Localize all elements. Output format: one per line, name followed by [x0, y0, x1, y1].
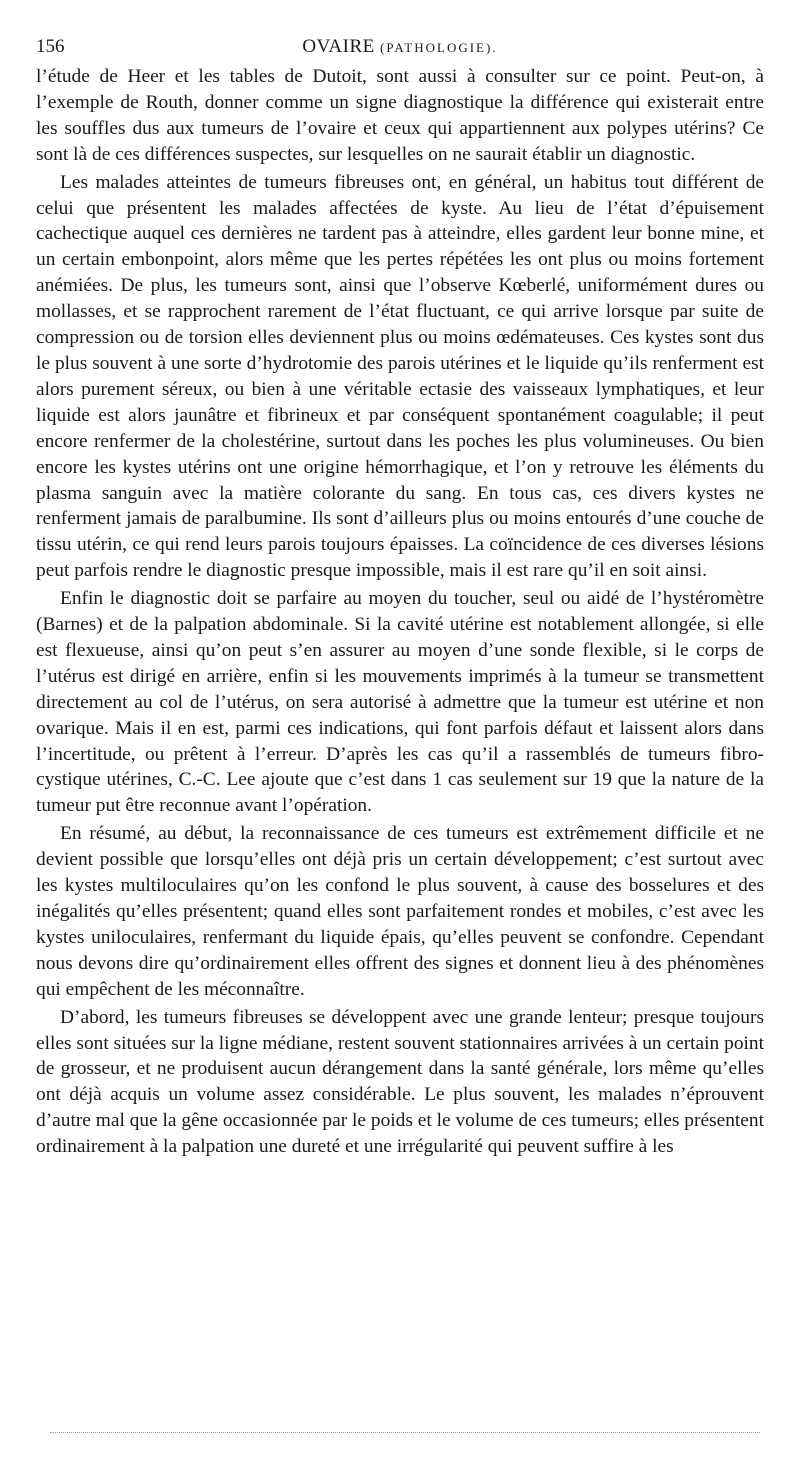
body-text: [36, 64, 764, 1160]
book-page: [36, 30, 764, 1160]
paragraph-resume: En résumé, au début, la reconnaissance de ces tumeurs est extrêmement difficile et ne devient possible que lorsqu’elles ont déjà pris un certain développement; c’est surtout avec les kystes multiloculaires qu’on les confond le plus souvent, à cause des bosselures et des inégalités qu’elles présentent; quand elles sont parfaitement rondes et mobiles, c’est avec les kystes uniloculaires, renfermant du liquide épais, qu’elles peuvent se confondre. Cependant nous devons dire qu’ordinairement elles offrent des signes et donnent lieu à des phénomènes qui empêchent de les méconnaître.: [36, 823, 764, 1000]
bottom-dotted-rule: [50, 1432, 760, 1433]
paragraph-toucher: Enfin le diagnostic doit se parfaire au moyen du toucher, seul ou aidé de l’hystéromètre (Barnes) et de la palpation abdominale. Si la cavité utérine est notablement allongée, si elle est flexueuse, ainsi qu’on peut s’en assurer au moyen d’une sonde flexible, si le corps de l’utérus est dirigé en arrière, enfin si les mouvements imprimés à la tumeur se transmettent directement au col de l’utérus, on sera autorisé à admettre que la tumeur est utérine et non ovarique. Mais il en est, parmi ces indications, qui font parfois défaut et laissent alors dans l’incertitude, ou prêtent à l’erreur. D’après les cas qu’il a rassemblés de tumeurs fibro-cystique utérines, C.-C. Lee ajoute que c’est dans 1 cas seulement sur 19 que la nature de la tumeur put être reconnue avant l’opération.: [36, 588, 764, 817]
paragraph-continued: l’étude de Heer et les tables de Dutoit, sont aussi à consulter sur ce point. Peut-on, à l’exemple de Routh, donner comme un signe diagnostique la différence qui existerait entre les souffles dus aux tumeurs de l’ovaire et ceux qui appartiennent aux polypes utérins? Ce sont là de ces différences suspectes, sur lesquelles on ne saurait établir un diagnostic.: [36, 66, 764, 165]
running-header: [36, 30, 764, 64]
paragraph-habitus: Les malades atteintes de tumeurs fibreuses ont, en général, un habitus tout différent de celui que présentent les malades affectées de kyste. Au lieu de l’état d’épuisement cachectique auquel ces dernières ne tardent pas à atteindre, elles gardent leur bonne mine, et un certain embonpoint, alors même que les pertes répétées les ont plus ou moins fortement anémiées. De plus, les tumeurs sont, ainsi que l’observe Kœberlé, uniformément dures ou mollasses, et se rapprochent rarement de l’état fluctuant, ce qui arrive lorsque par suite de compression ou de torsion elles deviennent plus ou moins œdémateuses. Ces kystes sont dus le plus souvent à une sorte d’hydrotomie des parois utérines et le liquide qu’ils renferment est alors purement séreux, ou bien à une véritable ectasie des vaisseaux lymphatiques, et leur liquide est alors jaunâtre et fibrineux et par conséquent spontanément coagulable; il peut encore renfermer de la cholestérine, surtout dans les poches les plus volumineuses. Ou bien encore les kystes utérins ont une origine hémorrhagique, et l’on y retrouve les éléments du plasma sanguin avec la matière colorante du sang. En tous cas, ces divers kystes ne renferment jamais de paralbumine. Ils sont d’ailleurs plus ou moins entourés d’une couche de tissu utérin, ce qui rend leurs parois toujours épaisses. La coïncidence de ces diverses lésions peut parfois rendre le diagnostic presque impossible, mais il est rare qu’il en soit ainsi.: [36, 171, 764, 582]
paragraph-abord: D’abord, les tumeurs fibreuses se développent avec une grande lenteur; presque toujours elles sont situées sur la ligne médiane, restent souvent stationnaires arrivées à un certain point de grosseur, et ne produisent aucun dérangement dans la santé générale, lors même qu’elles ont déjà acquis un volume assez considérable. Le plus souvent, les malades n’éprouvent d’autre mal que la gêne occasionnée par le poids et le volume de ces tumeurs; elles présentent ordinairement à la palpation une dureté et une irrégularité qui peuvent suffire à les: [36, 1006, 764, 1158]
running-title-main: OVAIRE: [302, 36, 375, 57]
running-title: [36, 30, 764, 65]
running-title-subtitle: (PATHOLOGIE).: [379, 40, 498, 55]
page-number: 156: [36, 36, 65, 57]
